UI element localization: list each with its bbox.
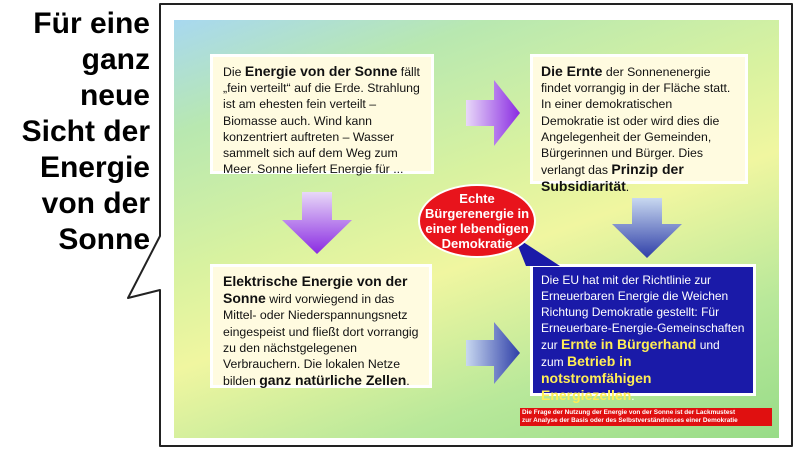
box-tr-text-2: . xyxy=(625,180,630,195)
box-br-text-3: . xyxy=(631,389,635,403)
box-energy-from-sun xyxy=(210,54,434,177)
arrow-right-bottom xyxy=(466,320,522,386)
box-tl-text-1: Die xyxy=(223,65,245,79)
box-electric-energy xyxy=(210,264,432,388)
box-tl-text-2: fällt „fein verteilt“ auf die Erde. Strahlung ist am ehesten fein verteilt – Biomasse auch. Wind kann konzentriert auftreten – Wasser sammelt sich auf dem Weg zum Meer. Sonne liefert Energie für ... xyxy=(223,65,420,177)
box-eu-directive xyxy=(530,264,756,403)
box-tr-text-1: der Sonnenenergie findet vorrangig in der Fläche statt. In einer demokratischen Demokratie ist oder wird dies die Angelegenheit der Gemeinden, Bürgerinnen und Bürger. Dies verlangt das xyxy=(541,65,731,178)
box-harvest xyxy=(530,54,748,195)
arrow-down-right xyxy=(610,198,684,260)
arrow-right-top xyxy=(466,78,522,148)
center-label: Echte Bürgerenergie in einer lebendigen Demokratie xyxy=(424,191,530,251)
box-br-bold-2: Betrieb in notstromfähigen Energiezellen xyxy=(541,353,652,403)
box-br-text-1: Die EU hat mit der Richtlinie zur Erneuerbaren Energie die Weichen Richtung Demokratie gestellt: Für Erneuerbare-Energie-Gemeinschaften zur xyxy=(541,273,745,352)
box-br-text-2: und zum xyxy=(541,338,720,369)
box-bl-text-1: wird vorwiegend in das Mittel- oder Niederspannungsnetz eingespeist und fließt dort vorrangig zu den nächstgelegenen Verbrauchern. Die lokalen Netze bilden xyxy=(223,292,419,389)
box-tr-bold-1: Die Ernte xyxy=(541,63,603,79)
diagram-panel xyxy=(174,20,779,438)
heading: Für eine ganz neue Sicht der Energie von der Sonne xyxy=(21,7,150,256)
footer-note: Die Frage der Nutzung der Energie von der Sonne ist der Lackmustest zur Analyse der Basis oder des Selbstverständnisses einer Demokratie xyxy=(520,408,772,426)
box-bl-bold-2: ganz natürliche Zellen xyxy=(259,372,407,389)
center-ellipse xyxy=(418,184,536,258)
box-tr-bold-2: Prinzip der Subsidiarität xyxy=(541,161,684,195)
box-bl-text-2: . xyxy=(406,374,410,389)
box-tl-bold-1: Energie von der Sonne xyxy=(244,63,398,79)
arrow-down-left xyxy=(280,192,354,256)
box-br-bold-1: Ernte in Bürgerhand xyxy=(561,336,697,352)
box-bl-bold-1: Elektrische Energie von der Sonne xyxy=(223,273,408,307)
